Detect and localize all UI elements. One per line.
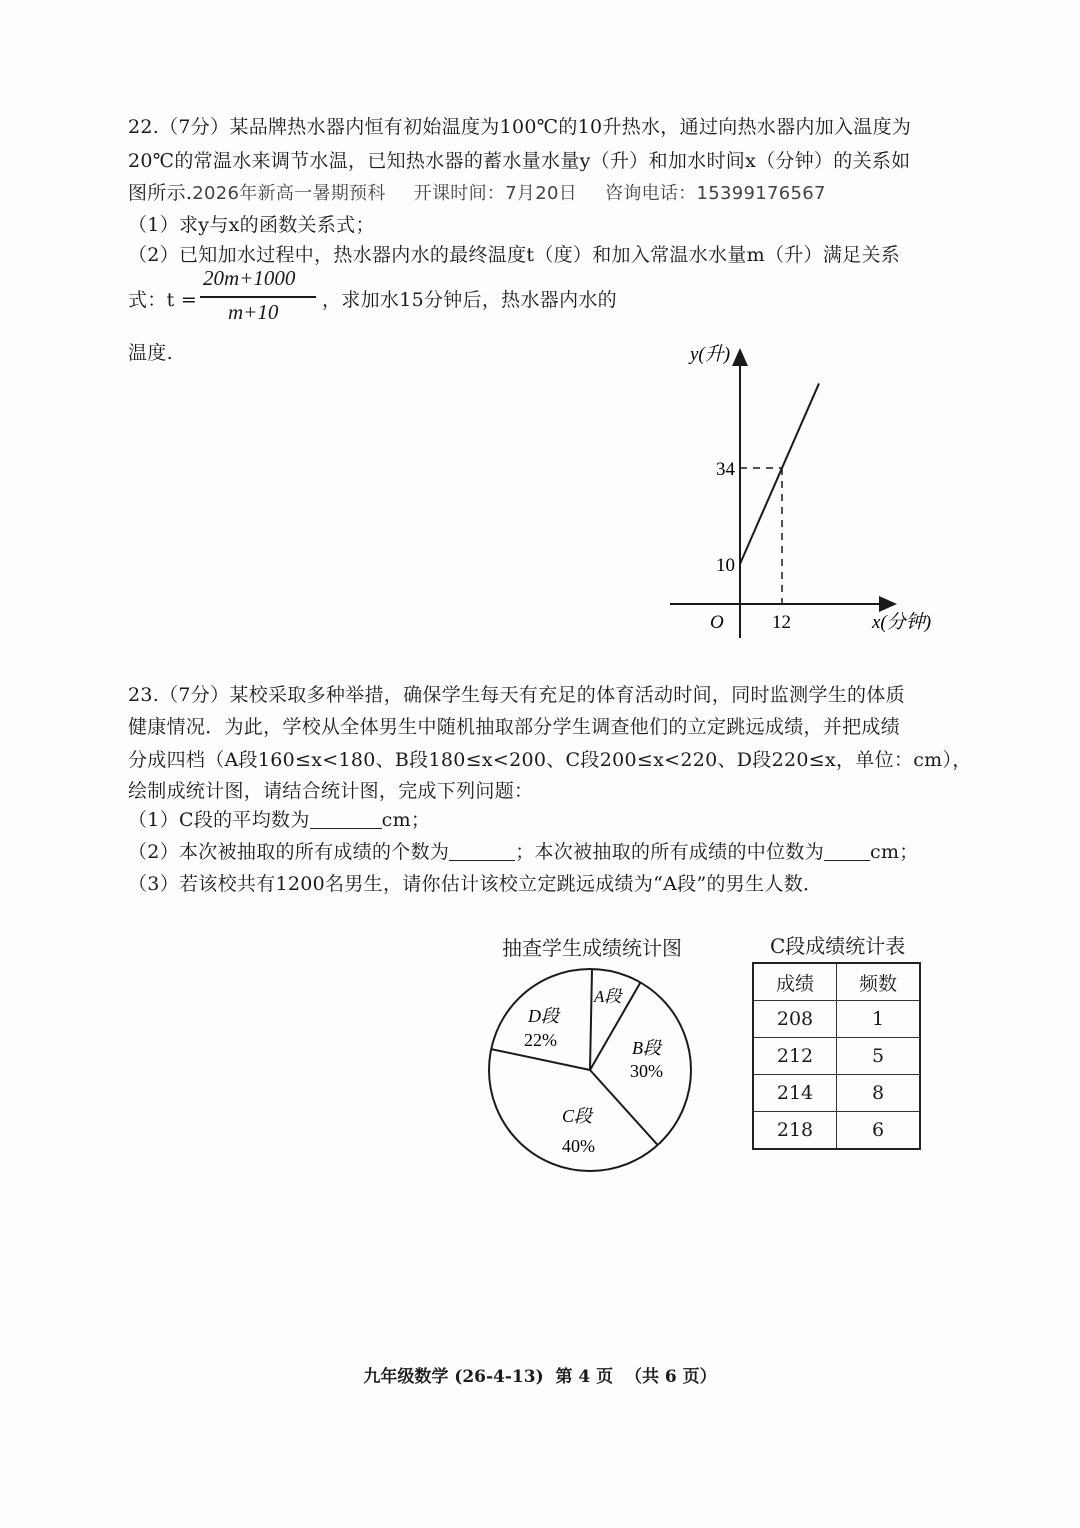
answer-blank-1[interactable] <box>310 810 382 829</box>
table-cell: 208 <box>753 1001 837 1038</box>
formula-denominator: m+10 <box>228 300 279 324</box>
table-cell: 1 <box>837 1001 921 1038</box>
line-graph <box>660 330 960 650</box>
q22-line-3-prefix: 图所示. <box>128 182 193 204</box>
x-tick-12: 12 <box>772 612 791 633</box>
ad-text-3: 咨询电话：15399176567 <box>605 183 826 204</box>
q23-line-3: 分成四档（A段160≤x<180、B段180≤x<200、C段200≤x<220、D段220≤x，单位：cm）， <box>128 749 972 771</box>
y-tick-10: 10 <box>716 555 735 576</box>
formula-suffix: ，求加水15分钟后，热水器内水的 <box>322 289 617 311</box>
q23-part-1-unit: cm； <box>381 809 431 831</box>
q23-part-2-unit: cm； <box>870 841 919 863</box>
y-axis-label: y(升) <box>690 344 731 365</box>
table-cell: 8 <box>837 1075 921 1112</box>
formula-fraction-bar <box>200 296 316 298</box>
q23-line-4: 绘制成统计图，请结合统计图，完成下列问题： <box>128 780 534 802</box>
q22-line-2: 20℃的常温水来调节水温，已知热水器的蓄水量水量y（升）和加水时间x（分钟）的关系如 <box>128 150 911 172</box>
q23-line-1: 23.（7分）某校采取多种举措，确保学生每天有充足的体育活动时间，同时监测学生的体质 <box>128 684 905 706</box>
pie-label-c: C段 <box>562 1106 593 1126</box>
q23-part-2-text-a: （2）本次被抽取的所有成绩的个数为 <box>128 841 450 863</box>
q23-part-2 <box>128 837 919 864</box>
table-row <box>753 1112 920 1150</box>
q23-part-1 <box>128 805 430 832</box>
q22-line-1: 22.（7分）某品牌热水器内恒有初始温度为100℃的10升热水，通过向热水器内加入温度为 <box>128 116 912 138</box>
formula-numerator: 20m+1000 <box>203 266 296 290</box>
ad-banner <box>192 183 854 204</box>
pie-label-a: A段 <box>594 987 622 1006</box>
pie-percent-d: 22% <box>524 1030 557 1050</box>
q23-line-2: 健康情况．为此，学校从全体男生中随机抽取部分学生调查他们的立定跳远成绩，并把成绩 <box>128 716 901 738</box>
q23-part-1-text: （1）C段的平均数为 <box>128 809 310 831</box>
q22-part-2: （2）已知加水过程中，热水器内水的最终温度t（度）和加入常温水水量m（升）满足关系 <box>128 244 901 266</box>
table-cell: 214 <box>753 1075 837 1112</box>
ad-text-1: 2026年新高一暑期预科 <box>192 183 386 204</box>
c-segment-table <box>752 962 921 1150</box>
table-cell: 218 <box>753 1112 837 1150</box>
table-row <box>753 1001 920 1038</box>
pie-chart <box>480 960 720 1180</box>
table-header-frequency: 频数 <box>837 963 921 1001</box>
pie-slice-boundary-1 <box>590 969 592 1070</box>
answer-blank-2[interactable] <box>449 842 515 861</box>
table-header-row <box>753 963 920 1001</box>
pie-slice-boundary-4 <box>491 1049 590 1070</box>
table-cell: 212 <box>753 1038 837 1075</box>
pie-slice-boundary-3 <box>590 1070 658 1145</box>
ad-text-2: 开课时间：7月20日 <box>413 183 578 204</box>
data-line <box>740 383 819 564</box>
pie-percent-b: 30% <box>630 1061 663 1081</box>
pie-label-b: B段 <box>632 1038 661 1058</box>
table-title: C段成绩统计表 <box>770 934 906 958</box>
formula-prefix: 式：t = <box>128 289 198 311</box>
x-axis-label: x(分钟) <box>872 612 932 633</box>
q23-part-3: （3）若该校共有1200名男生，请你估计该校立定跳远成绩为“A段”的男生人数． <box>128 873 823 895</box>
page-footer: 九年级数学 (26-4-13) 第 4 页 （共 6 页） <box>363 1367 717 1387</box>
q22-part-1: （1）求y与x的函数关系式； <box>128 214 375 236</box>
q22-line-3 <box>128 178 854 205</box>
q23-part-2-text-b: ；本次被抽取的所有成绩的中位数为 <box>515 841 825 863</box>
pie-title: 抽查学生成绩统计图 <box>502 936 682 960</box>
table-header-score: 成绩 <box>753 963 837 1001</box>
pie-percent-c: 40% <box>562 1136 595 1156</box>
y-tick-34: 34 <box>716 459 735 480</box>
table-row <box>753 1075 920 1112</box>
answer-blank-3[interactable] <box>824 842 870 861</box>
origin-label: O <box>710 612 724 633</box>
q22-line-end: 温度. <box>128 342 173 364</box>
table-cell: 5 <box>837 1038 921 1075</box>
table-cell: 6 <box>837 1112 921 1150</box>
pie-label-d: D段 <box>528 1006 559 1026</box>
table-row <box>753 1038 920 1075</box>
